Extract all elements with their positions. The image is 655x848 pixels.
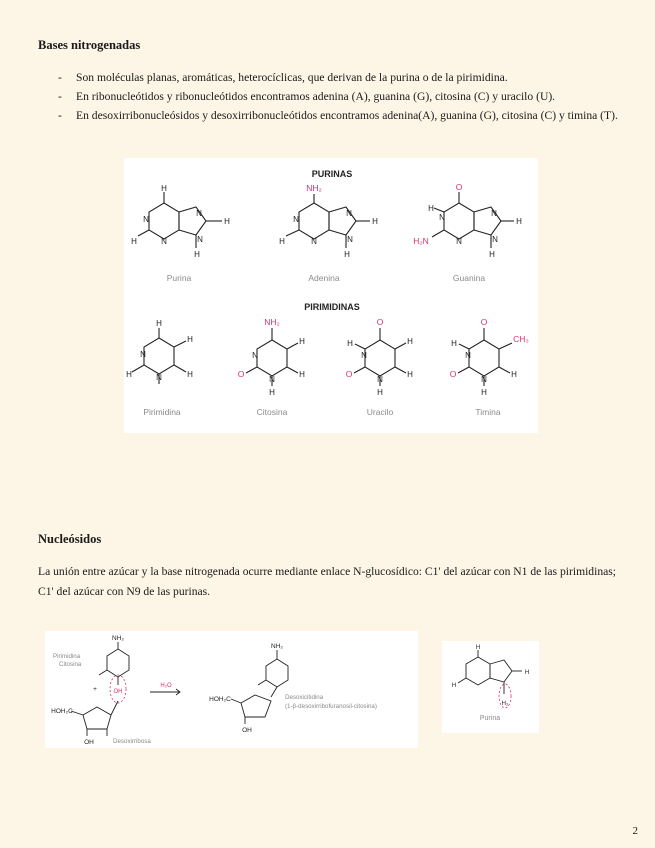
svg-text:N: N [346,209,352,218]
purinas-heading: PURINAS [311,169,353,179]
svg-text:OH: OH [84,739,94,746]
svg-text:+: + [93,686,97,693]
bases-structures-figure [124,158,538,433]
svg-text:O: O [480,317,488,327]
svg-text:H₂N: H₂N [413,236,429,246]
purine-n9-figure [442,641,539,733]
svg-text:N: N [347,235,353,244]
svg-text:H: H [299,370,305,379]
svg-text:H: H [279,237,285,246]
svg-text:N: N [465,351,471,360]
svg-text:H: H [187,370,193,379]
svg-text:N: N [140,350,146,359]
svg-text:N: N [377,375,383,384]
pirimidina-label: Pirimidina [53,653,81,660]
svg-text:N: N [196,209,202,218]
bases-bullet-list [58,68,628,125]
section-title-nucleosidos: Nucleósidos [38,532,102,546]
svg-text:H: H [161,184,167,193]
svg-text:HOH₂C: HOH₂C [209,696,231,703]
svg-text:H: H [131,237,137,246]
svg-text:HOH₂C: HOH₂C [51,708,73,715]
svg-text:H: H [377,388,383,397]
pirimidinas-heading: PIRIMIDINAS [304,302,360,312]
svg-text:N: N [156,373,162,382]
svg-text:CH₃: CH₃ [513,334,529,344]
adenina-label: Adenina [308,273,340,283]
list-item: - En ribonucleótidos y ribonucleótidos encontramos adenina (A), guanina (G), citosina (C) y uracilo (U). [58,87,628,106]
svg-text:N: N [481,375,487,384]
timina-label: Timina [475,407,501,417]
purina-label: Purina [166,273,192,283]
svg-text:H: H [269,388,275,397]
svg-text:NH₂: NH₂ [112,635,124,642]
svg-text:H: H [299,337,305,346]
svg-text:H: H [451,683,457,689]
nucleoside-reaction-figure [45,631,418,748]
svg-text:NH₂: NH₂ [264,317,280,327]
svg-text:N: N [456,237,462,246]
svg-text:N: N [293,215,299,224]
list-item: - Son moléculas planas, aromáticas, heterocíclicas, que derivan de la purina o de la pirimidina. [58,68,628,87]
svg-text:H: H [516,217,522,226]
nucleosidos-paragraph: La unión entre azúcar y la base nitrogenada ocurre mediante enlace N-glucosídico: C1' del azúcar con N1 de las pirimidinas; C1' del azúcar con N9 de las purinas. [38,565,617,598]
svg-text:O: O [376,317,384,327]
svg-text:H: H [489,250,495,259]
svg-text:H: H [407,337,413,346]
svg-text:H: H [224,217,230,226]
desoxicitidina-label: Desoxicitidina [285,694,324,701]
svg-text:NH₂: NH₂ [271,643,283,650]
svg-text:OH: OH [113,689,123,695]
desoxicitidina-formula: (1-β-desoxirribofuranosil-citosina) [285,703,377,710]
svg-text:H: H [194,250,200,259]
svg-text:H₂O: H₂O [160,683,172,689]
svg-text:N: N [361,351,367,360]
svg-text:O: O [449,369,457,379]
svg-text:N: N [143,215,149,224]
svg-text:N: N [491,209,497,218]
svg-text:N: N [269,375,275,384]
desoxirribosa-label: Desoxirribosa [113,738,151,745]
svg-text:O: O [455,182,463,192]
guanina-label: Guanina [452,273,486,283]
svg-text:H: H [407,370,413,379]
svg-text:H: H [475,645,481,651]
pirimidina-label: Pirimidina [143,407,181,417]
svg-text:H: H [524,670,530,676]
svg-text:H: H [372,217,378,226]
svg-text:H: H [344,250,350,259]
section-title-bases: Bases nitrogenadas [38,38,141,52]
svg-text:N: N [161,237,167,246]
purina-label: Purina [479,715,501,722]
svg-text:H: H [187,335,193,344]
svg-text:H: H [126,370,132,379]
svg-text:O: O [237,369,245,379]
svg-text:H₂: H₂ [501,701,509,707]
citosina-label: Citosina [59,661,82,668]
svg-text:NH₂: NH₂ [306,183,322,193]
uracilo-label: Uracilo [366,407,394,417]
svg-text:N: N [492,235,498,244]
svg-text:H: H [511,370,517,379]
svg-text:H: H [451,339,457,348]
svg-text:N: N [439,213,445,222]
svg-text:H: H [481,388,487,397]
svg-text:O: O [345,369,353,379]
list-item: - En desoxirribonucleósidos y desoxirribonucleótidos encontramos adenina(A), guanina (G), citosina (C) y timina (T). [58,106,628,125]
svg-text:N: N [197,235,203,244]
svg-text:N: N [311,237,317,246]
citosina-label: Citosina [256,407,288,417]
svg-text:H: H [428,204,434,213]
svg-text:OH: OH [242,727,252,734]
svg-text:H: H [156,319,162,328]
svg-text:H: H [347,339,353,348]
svg-text:N: N [252,351,258,360]
page-number: 2 [632,825,638,837]
